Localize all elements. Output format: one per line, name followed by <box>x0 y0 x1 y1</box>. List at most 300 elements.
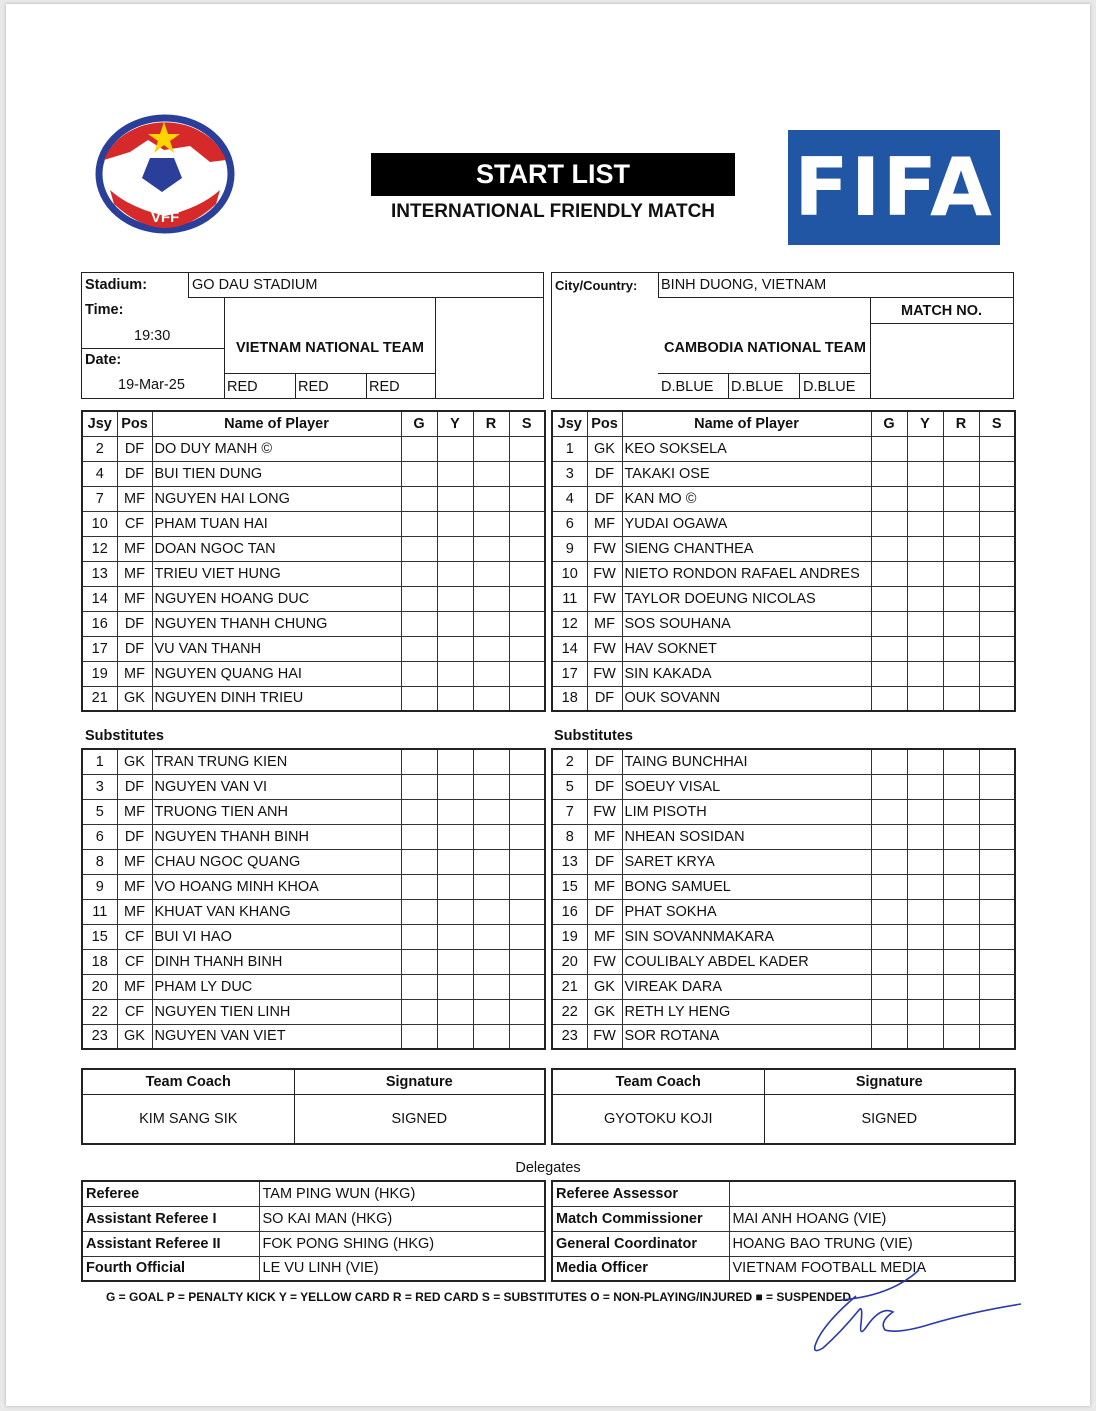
player-row <box>552 774 1015 799</box>
player-row <box>552 636 1015 661</box>
goal-cell <box>871 611 907 636</box>
yellow-card-cell <box>907 636 943 661</box>
player-row <box>82 774 545 799</box>
red-card-cell <box>943 1024 979 1049</box>
jersey-number: 19 <box>552 924 587 949</box>
substitution-cell <box>979 461 1015 486</box>
player-row <box>552 1024 1015 1049</box>
player-row <box>82 799 545 824</box>
jersey-number: 18 <box>552 686 587 711</box>
red-card-cell <box>473 536 509 561</box>
delegate-role: Fourth Official <box>82 1256 259 1281</box>
position: DF <box>587 749 622 774</box>
col-pos: Pos <box>587 411 622 436</box>
goal-cell <box>871 461 907 486</box>
jersey-number: 17 <box>82 636 117 661</box>
player-name: SOS SOUHANA <box>622 611 871 636</box>
red-card-cell <box>473 1024 509 1049</box>
col-g: G <box>871 411 907 436</box>
player-name: DO DUY MANH © <box>152 436 401 461</box>
delegate-row <box>82 1181 545 1206</box>
goal-cell <box>401 586 437 611</box>
position: MF <box>117 874 152 899</box>
position: MF <box>117 561 152 586</box>
delegate-role: Match Commissioner <box>552 1206 729 1231</box>
red-card-cell <box>943 924 979 949</box>
position: CF <box>117 999 152 1024</box>
goal-cell <box>871 511 907 536</box>
goal-cell <box>401 899 437 924</box>
substitution-cell <box>979 561 1015 586</box>
home-coach-signature: SIGNED <box>294 1094 545 1144</box>
home-starters-table <box>81 410 546 712</box>
yellow-card-cell <box>907 799 943 824</box>
jersey-number: 4 <box>82 461 117 486</box>
jersey-number: 3 <box>552 461 587 486</box>
jersey-number: 9 <box>82 874 117 899</box>
jersey-number: 16 <box>552 899 587 924</box>
time-value: 19:30 <box>134 328 171 344</box>
red-card-cell <box>943 486 979 511</box>
jersey-number: 23 <box>552 1024 587 1049</box>
player-name: HAV SOKNET <box>622 636 871 661</box>
position: GK <box>587 436 622 461</box>
away-coach-name: GYOTOKU KOJI <box>552 1094 764 1144</box>
player-name: BUI TIEN DUNG <box>152 461 401 486</box>
jersey-number: 16 <box>82 611 117 636</box>
red-card-cell <box>943 661 979 686</box>
player-name: NGUYEN VAN VI <box>152 774 401 799</box>
position: MF <box>587 874 622 899</box>
document-title: START LIST <box>371 153 735 196</box>
substitution-cell <box>509 661 545 686</box>
jersey-number: 22 <box>82 999 117 1024</box>
yellow-card-cell <box>907 999 943 1024</box>
goal-cell <box>871 874 907 899</box>
jersey-number: 7 <box>82 486 117 511</box>
player-row <box>82 1024 545 1049</box>
away-color-2: D.BLUE <box>731 379 784 395</box>
fifa-logo: FIFA <box>788 130 1000 245</box>
home-substitutes-label: Substitutes <box>85 728 164 744</box>
col-name: Name of Player <box>622 411 871 436</box>
delegate-role: General Coordinator <box>552 1231 729 1256</box>
substitution-cell <box>509 749 545 774</box>
jersey-number: 20 <box>82 974 117 999</box>
coach-label: Team Coach <box>82 1069 294 1094</box>
delegate-name: VIETNAM FOOTBALL MEDIA <box>729 1256 1015 1281</box>
substitution-cell <box>979 536 1015 561</box>
yellow-card-cell <box>437 874 473 899</box>
jersey-number: 8 <box>82 849 117 874</box>
goal-cell <box>401 536 437 561</box>
substitution-cell <box>979 661 1015 686</box>
substitution-cell <box>509 924 545 949</box>
player-row <box>82 686 545 711</box>
yellow-card-cell <box>907 874 943 899</box>
goal-cell <box>871 686 907 711</box>
player-row <box>552 486 1015 511</box>
player-name: PHAT SOKHA <box>622 899 871 924</box>
player-row <box>82 536 545 561</box>
match-no-label: MATCH NO. <box>901 303 983 319</box>
yellow-card-cell <box>437 774 473 799</box>
jersey-number: 15 <box>82 924 117 949</box>
substitution-cell <box>509 436 545 461</box>
substitution-cell <box>979 1024 1015 1049</box>
goal-cell <box>401 999 437 1024</box>
player-row <box>552 611 1015 636</box>
player-name: SIN KAKADA <box>622 661 871 686</box>
vff-logo <box>90 112 240 236</box>
player-row <box>82 924 545 949</box>
player-name: TAYLOR DOEUNG NICOLAS <box>622 586 871 611</box>
position: CF <box>117 924 152 949</box>
player-row <box>552 799 1015 824</box>
home-coach-table <box>81 1068 546 1145</box>
player-name: DINH THANH BINH <box>152 949 401 974</box>
goal-cell <box>401 924 437 949</box>
goal-cell <box>871 1024 907 1049</box>
jersey-number: 5 <box>552 774 587 799</box>
goal-cell <box>401 974 437 999</box>
position: FW <box>587 661 622 686</box>
position: MF <box>587 611 622 636</box>
red-card-cell <box>943 799 979 824</box>
goal-cell <box>401 849 437 874</box>
goal-cell <box>871 849 907 874</box>
jersey-number: 12 <box>82 536 117 561</box>
delegate-row <box>82 1256 545 1281</box>
position: DF <box>587 774 622 799</box>
away-color-3: D.BLUE <box>803 379 856 395</box>
goal-cell <box>401 511 437 536</box>
player-row <box>552 824 1015 849</box>
red-card-cell <box>473 749 509 774</box>
position: MF <box>117 849 152 874</box>
yellow-card-cell <box>437 686 473 711</box>
player-row <box>552 974 1015 999</box>
position: DF <box>117 636 152 661</box>
red-card-cell <box>473 511 509 536</box>
player-row <box>82 824 545 849</box>
substitution-cell <box>979 686 1015 711</box>
position: MF <box>117 899 152 924</box>
delegate-name: LE VU LINH (VIE) <box>259 1256 545 1281</box>
yellow-card-cell <box>907 749 943 774</box>
jersey-number: 6 <box>552 511 587 536</box>
position: CF <box>117 511 152 536</box>
substitution-cell <box>509 511 545 536</box>
red-card-cell <box>473 924 509 949</box>
goal-cell <box>871 586 907 611</box>
yellow-card-cell <box>437 824 473 849</box>
col-pos: Pos <box>117 411 152 436</box>
goal-cell <box>871 774 907 799</box>
player-name: COULIBALY ABDEL KADER <box>622 949 871 974</box>
player-name: VU VAN THANH <box>152 636 401 661</box>
goal-cell <box>871 636 907 661</box>
jersey-number: 9 <box>552 536 587 561</box>
position: GK <box>117 749 152 774</box>
goal-cell <box>401 874 437 899</box>
substitution-cell <box>509 461 545 486</box>
player-name: KAN MO © <box>622 486 871 511</box>
player-name: RETH LY HENG <box>622 999 871 1024</box>
substitution-cell <box>979 824 1015 849</box>
substitution-cell <box>509 586 545 611</box>
yellow-card-cell <box>437 511 473 536</box>
away-team-name: CAMBODIA NATIONAL TEAM <box>664 340 866 356</box>
away-coach-signature: SIGNED <box>764 1094 1015 1144</box>
position: MF <box>117 974 152 999</box>
player-name: NGUYEN QUANG HAI <box>152 661 401 686</box>
delegate-name: SO KAI MAN (HKG) <box>259 1206 545 1231</box>
substitution-cell <box>509 824 545 849</box>
col-y: Y <box>437 411 473 436</box>
jersey-number: 21 <box>82 686 117 711</box>
delegate-row <box>552 1181 1015 1206</box>
col-s: S <box>979 411 1015 436</box>
delegate-row <box>552 1206 1015 1231</box>
goal-cell <box>401 949 437 974</box>
player-name: LIM PISOTH <box>622 799 871 824</box>
red-card-cell <box>473 774 509 799</box>
start-list-document <box>6 4 1090 1406</box>
red-card-cell <box>473 899 509 924</box>
player-row <box>82 661 545 686</box>
substitution-cell <box>979 999 1015 1024</box>
yellow-card-cell <box>907 774 943 799</box>
yellow-card-cell <box>907 949 943 974</box>
yellow-card-cell <box>437 636 473 661</box>
red-card-cell <box>943 511 979 536</box>
goal-cell <box>871 561 907 586</box>
delegate-name <box>729 1181 1015 1206</box>
jersey-number: 6 <box>82 824 117 849</box>
stadium-value: GO DAU STADIUM <box>192 277 318 293</box>
substitution-cell <box>509 799 545 824</box>
substitution-cell <box>979 511 1015 536</box>
position: FW <box>587 536 622 561</box>
player-name: PHAM LY DUC <box>152 974 401 999</box>
jersey-number: 12 <box>552 611 587 636</box>
player-name: PHAM TUAN HAI <box>152 511 401 536</box>
jersey-number: 2 <box>82 436 117 461</box>
player-name: TAKAKI OSE <box>622 461 871 486</box>
goal-cell <box>871 536 907 561</box>
position: DF <box>587 461 622 486</box>
yellow-card-cell <box>437 1024 473 1049</box>
delegate-role: Assistant Referee II <box>82 1231 259 1256</box>
player-row <box>82 486 545 511</box>
player-name: SARET KRYA <box>622 849 871 874</box>
substitution-cell <box>509 774 545 799</box>
yellow-card-cell <box>437 536 473 561</box>
player-row <box>552 849 1015 874</box>
handwritten-signature <box>801 1266 1031 1356</box>
player-row <box>82 974 545 999</box>
red-card-cell <box>473 974 509 999</box>
col-g: G <box>401 411 437 436</box>
yellow-card-cell <box>907 586 943 611</box>
player-row <box>552 661 1015 686</box>
player-name: SOR ROTANA <box>622 1024 871 1049</box>
red-card-cell <box>943 824 979 849</box>
jersey-number: 7 <box>552 799 587 824</box>
player-name: VO HOANG MINH KHOA <box>152 874 401 899</box>
svg-text:VFF: VFF <box>150 209 180 226</box>
yellow-card-cell <box>437 461 473 486</box>
home-color-3: RED <box>369 379 400 395</box>
col-y: Y <box>907 411 943 436</box>
delegate-role: Assistant Referee I <box>82 1206 259 1231</box>
player-name: YUDAI OGAWA <box>622 511 871 536</box>
legend: G = GOAL P = PENALTY KICK Y = YELLOW CARD R = RED CARD S = SUBSTITUTES O = NON-PLAYING/INJURED ■ = SUSPENDED <box>106 1290 852 1304</box>
goal-cell <box>401 1024 437 1049</box>
substitution-cell <box>509 849 545 874</box>
player-name: TRIEU VIET HUNG <box>152 561 401 586</box>
player-row <box>552 749 1015 774</box>
jersey-number: 2 <box>552 749 587 774</box>
red-card-cell <box>473 636 509 661</box>
jersey-number: 15 <box>552 874 587 899</box>
jersey-number: 5 <box>82 799 117 824</box>
player-name: NGUYEN THANH BINH <box>152 824 401 849</box>
position: GK <box>587 999 622 1024</box>
player-row <box>82 999 545 1024</box>
player-row <box>82 636 545 661</box>
position: GK <box>117 686 152 711</box>
delegate-name: TAM PING WUN (HKG) <box>259 1181 545 1206</box>
yellow-card-cell <box>437 749 473 774</box>
goal-cell <box>871 749 907 774</box>
col-jsy: Jsy <box>552 411 587 436</box>
goal-cell <box>401 486 437 511</box>
position: MF <box>587 924 622 949</box>
player-name: NHEAN SOSIDAN <box>622 824 871 849</box>
red-card-cell <box>473 436 509 461</box>
yellow-card-cell <box>437 436 473 461</box>
away-starters-table <box>551 410 1016 712</box>
yellow-card-cell <box>437 486 473 511</box>
delegate-name: FOK PONG SHING (HKG) <box>259 1231 545 1256</box>
red-card-cell <box>943 436 979 461</box>
red-card-cell <box>473 586 509 611</box>
yellow-card-cell <box>907 436 943 461</box>
date-label: Date: <box>85 352 122 368</box>
home-team-name: VIETNAM NATIONAL TEAM <box>236 340 424 356</box>
position: FW <box>587 586 622 611</box>
red-card-cell <box>473 461 509 486</box>
player-row <box>82 749 545 774</box>
signature-label: Signature <box>764 1069 1015 1094</box>
position: DF <box>587 899 622 924</box>
substitution-cell <box>509 636 545 661</box>
player-name: NGUYEN DINH TRIEU <box>152 686 401 711</box>
goal-cell <box>401 636 437 661</box>
red-card-cell <box>473 999 509 1024</box>
player-row <box>552 899 1015 924</box>
red-card-cell <box>473 611 509 636</box>
substitution-cell <box>979 899 1015 924</box>
jersey-number: 10 <box>82 511 117 536</box>
red-card-cell <box>943 899 979 924</box>
yellow-card-cell <box>907 924 943 949</box>
substitution-cell <box>979 924 1015 949</box>
player-name: CHAU NGOC QUANG <box>152 849 401 874</box>
player-name: SOEUY VISAL <box>622 774 871 799</box>
red-card-cell <box>943 536 979 561</box>
position: MF <box>117 536 152 561</box>
player-name: SIN SOVANNMAKARA <box>622 924 871 949</box>
player-name: TRUONG TIEN ANH <box>152 799 401 824</box>
player-row <box>552 511 1015 536</box>
substitution-cell <box>509 974 545 999</box>
jersey-number: 21 <box>552 974 587 999</box>
red-card-cell <box>473 874 509 899</box>
col-r: R <box>943 411 979 436</box>
substitution-cell <box>979 974 1015 999</box>
delegate-role: Referee Assessor <box>552 1181 729 1206</box>
date-value: 19-Mar-25 <box>118 377 185 393</box>
goal-cell <box>871 486 907 511</box>
jersey-number: 17 <box>552 661 587 686</box>
position: DF <box>587 849 622 874</box>
player-name: TRAN TRUNG KIEN <box>152 749 401 774</box>
substitution-cell <box>979 586 1015 611</box>
yellow-card-cell <box>437 661 473 686</box>
red-card-cell <box>943 586 979 611</box>
player-name: NGUYEN THANH CHUNG <box>152 611 401 636</box>
yellow-card-cell <box>437 586 473 611</box>
player-name: KEO SOKSELA <box>622 436 871 461</box>
jersey-number: 13 <box>552 849 587 874</box>
player-name: NGUYEN TIEN LINH <box>152 999 401 1024</box>
col-jsy: Jsy <box>82 411 117 436</box>
delegate-name: HOANG BAO TRUNG (VIE) <box>729 1231 1015 1256</box>
player-row <box>552 461 1015 486</box>
player-name: KHUAT VAN KHANG <box>152 899 401 924</box>
goal-cell <box>401 749 437 774</box>
yellow-card-cell <box>437 561 473 586</box>
col-s: S <box>509 411 545 436</box>
player-name: NIETO RONDON RAFAEL ANDRES <box>622 561 871 586</box>
jersey-number: 8 <box>552 824 587 849</box>
yellow-card-cell <box>437 849 473 874</box>
yellow-card-cell <box>907 611 943 636</box>
away-coach-table <box>551 1068 1016 1145</box>
col-r: R <box>473 411 509 436</box>
yellow-card-cell <box>907 899 943 924</box>
substitution-cell <box>979 636 1015 661</box>
yellow-card-cell <box>907 511 943 536</box>
player-row <box>82 436 545 461</box>
jersey-number: 1 <box>82 749 117 774</box>
player-row <box>82 611 545 636</box>
yellow-card-cell <box>437 949 473 974</box>
jersey-number: 19 <box>82 661 117 686</box>
delegate-row <box>82 1231 545 1256</box>
jersey-number: 3 <box>82 774 117 799</box>
yellow-card-cell <box>907 486 943 511</box>
jersey-number: 11 <box>82 899 117 924</box>
yellow-card-cell <box>907 849 943 874</box>
red-card-cell <box>943 611 979 636</box>
substitution-cell <box>979 774 1015 799</box>
red-card-cell <box>943 949 979 974</box>
red-card-cell <box>943 561 979 586</box>
